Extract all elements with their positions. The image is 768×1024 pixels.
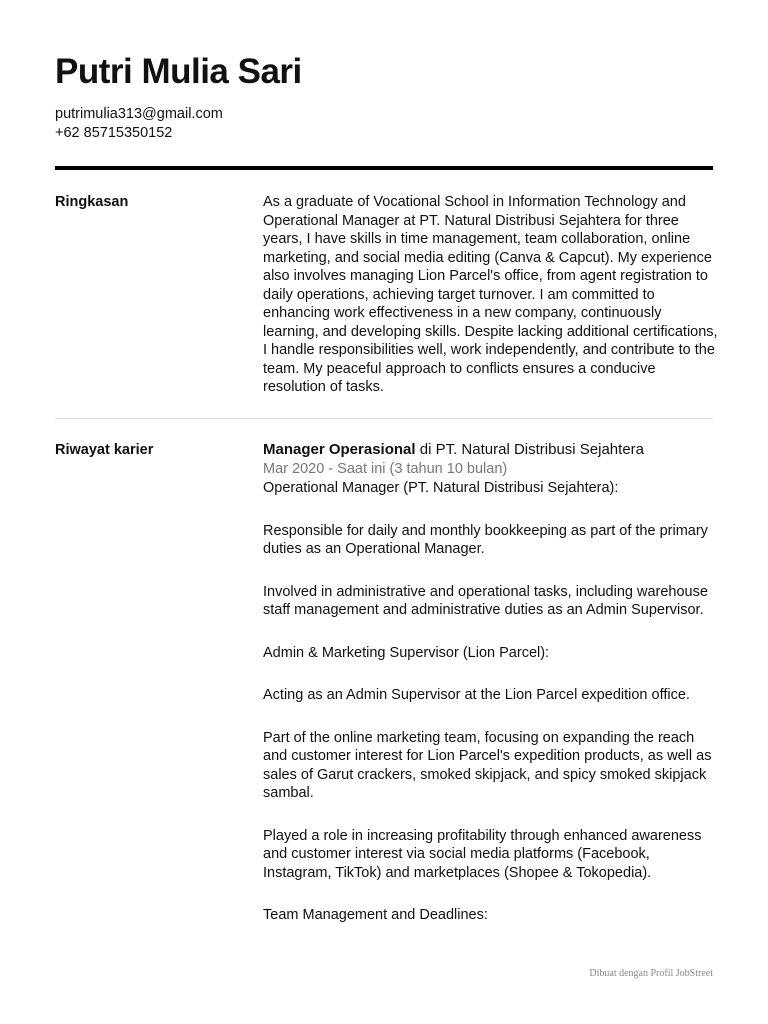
summary-text: As a graduate of Vocational School in Information Technology and Operational Manager at PT. Natural Distribusi Sejahtera for three years, I have skills in time management, team collaboration, online marketing, and social media editing (Canva & Capcut). My experience also involves managing Lion Parcel's office, from agent registration to daily operations, achieving target turnover. I am committed to enhancing work effectiveness in a new company, continuously learning, and developing skills. Despite lacking additional certifications, I handle responsibilities well, work independently, and contribute to the team. My peaceful approach to conflicts ensures a conducive resolution of tasks. [263, 194, 718, 395]
phone: +62 85715350152 [55, 125, 173, 141]
section-divider [55, 418, 713, 419]
career-label: Riwayat karier [55, 442, 154, 458]
career-para: Team Management and Deadlines: [263, 907, 488, 923]
career-para: Admin & Marketing Supervisor (Lion Parcel): [263, 644, 550, 661]
email: putrimulia313@gmail.com [55, 106, 223, 122]
career-para: Part of the online marketing team, focusing on expanding the reach and customer interest for Lion Parcel's expedition products, as well as sales of Garut crackers, smoked skipjack, and spicy smoked skipjack sambal. [263, 729, 712, 801]
footer-credit: Dibuat dengan Profil JobStreet [589, 968, 713, 979]
contact-block [55, 105, 223, 143]
summary-label: Ringkasan [55, 194, 129, 210]
job-company: di PT. Natural Distribusi Sejahtera [419, 441, 644, 458]
job-dates: Mar 2020 - Saat ini (3 tahun 10 bulan) [263, 461, 508, 477]
job-heading [263, 440, 718, 460]
career-para: Played a role in increasing profitability through enhanced awareness and customer interest via social media platforms (Facebook, Instagram, TikTok) and marketplaces (Shopee & Tokopedia). [263, 827, 702, 881]
career-para: Acting as an Admin Supervisor at the Lion Parcel expedition office. [263, 687, 690, 703]
candidate-name: Putri Mulia Sari [55, 52, 302, 91]
career-entry [263, 440, 718, 925]
job-intro: Operational Manager (PT. Natural Distribusi Sejahtera): [263, 480, 619, 496]
header-rule [55, 166, 713, 170]
career-para: Responsible for daily and monthly bookkeeping as part of the primary duties as an Operational Manager. [263, 522, 708, 557]
job-title: Manager Operasional [263, 441, 416, 458]
career-para: Involved in administrative and operational tasks, including warehouse staff management and administrative duties as an Admin Supervisor. [263, 583, 708, 618]
